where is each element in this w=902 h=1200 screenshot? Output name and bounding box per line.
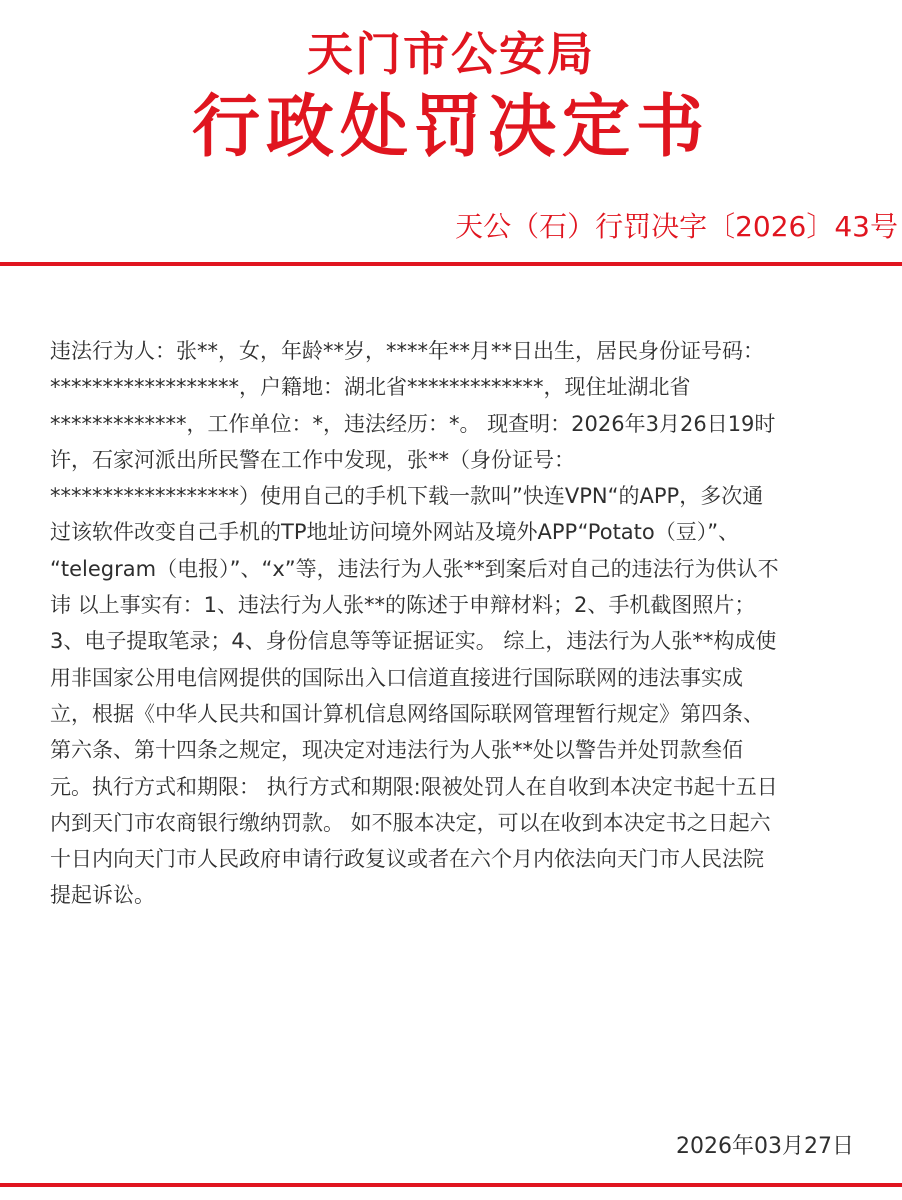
- footer-divider: [0, 1183, 902, 1187]
- body-line: 3、电子提取笔录；4、身份信息等等证据证实。 综上，违法行为人张**构成使: [50, 629, 777, 654]
- agency-name: 天门市公安局: [307, 27, 595, 81]
- body-line: 立，根据《中华人民共和国计算机信息网络国际联网管理暂行规定》第四条、: [50, 701, 764, 726]
- issue-date: 2026年03月27日: [676, 1134, 854, 1159]
- body-line: ******************）使用自己的手机下载一款叫”快连VPN“的APP，多次通: [50, 484, 764, 509]
- body-line: 元。执行方式和期限： 执行方式和期限:限被处罚人在自收到本决定书起十五日: [50, 774, 778, 799]
- header-divider: [0, 262, 902, 266]
- body-line: ******************，户籍地：湖北省*************，现住址湖北省: [50, 375, 691, 400]
- body-line: 第六条、第十四条之规定，现决定对违法行为人张**处以警告并处罚款叁佰: [50, 738, 743, 763]
- body-line: 违法行为人：张**，女，年龄**岁，****年**月**日出生，居民身份证号码：: [50, 339, 764, 363]
- body-line: 内到天门市农商银行缴纳罚款。 如不服本决定，可以在收到本决定书之日起六: [50, 810, 771, 835]
- body-line: 许，石家河派出所民警在工作中发现，张**（身份证号：: [50, 447, 575, 472]
- body-line: 讳 以上事实有：1、违法行为人张**的陈述于申辩材料；2、手机截图照片；: [50, 593, 756, 618]
- decision-body: [50, 333, 858, 914]
- document-title: 行政处罚决定书: [191, 88, 710, 167]
- body-line: “telegram（电报）”、“x”等，违法行为人张**到案后对自己的违法行为供认不: [50, 556, 779, 581]
- body-line: 过该软件改变自己手机的TP地址访问境外网站及境外APP“Potato（豆）”、: [50, 520, 740, 545]
- body-line: 用非国家公用电信网提供的国际出入口信道直接进行国际联网的违法事实成: [50, 665, 743, 690]
- document-number: 天公（石）行罚决字〔2026〕43号: [455, 210, 898, 243]
- body-line: *************，工作单位：*，违法经历：*。 现查明：2026年3月26日19时: [50, 411, 776, 436]
- body-line: 提起诉讼。: [50, 883, 155, 908]
- body-line: 十日内向天门市人民政府申请行政复议或者在六个月内依法向天门市人民法院: [50, 847, 764, 872]
